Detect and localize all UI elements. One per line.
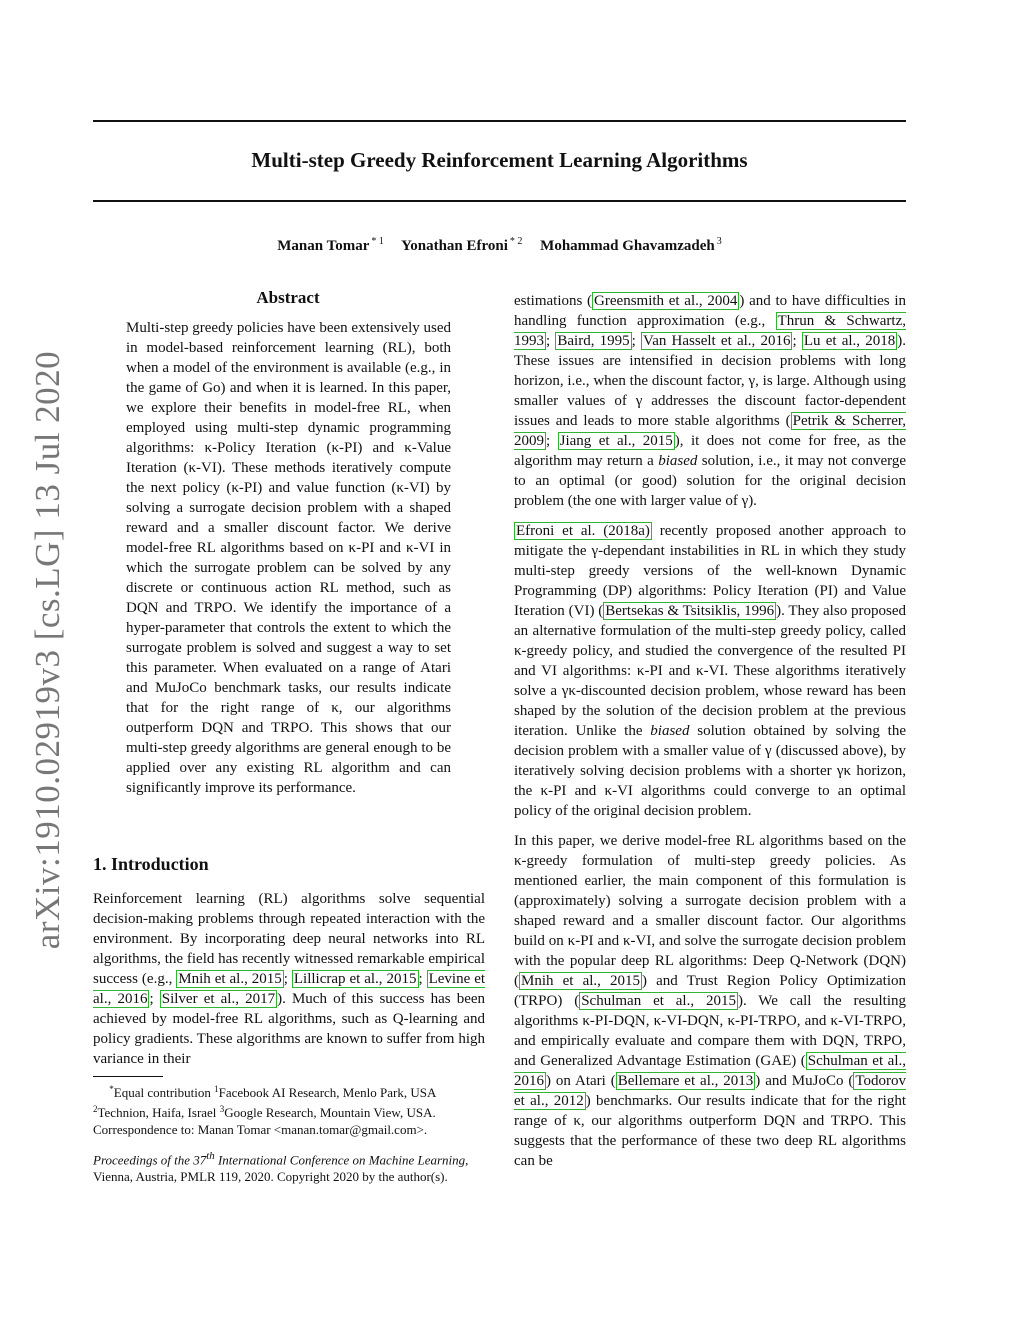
author-list (93, 236, 906, 255)
paper-title: Multi-step Greedy Reinforcement Learning Algorithms (251, 148, 748, 172)
author-name: Yonathan Efroni (401, 238, 508, 254)
citation-link[interactable]: Van Hasselt et al., 2016 (643, 333, 791, 349)
introduction-paragraph: Reinforcement learning (RL) algorithms solve sequential decision-making problems through repeated interaction with the environment. By incorporating deep neural networks into RL algorithms, the field has recently witnessed remarkable empirical success (e.g., Mnih et al., 2015 ; Lillicrap et al., 2015 ; Levine et al., 2016 ; Silver et al., 2017 ). Much of this success has been achieved by model-free RL algorithms, such as Q-learning and policy gradients. These algorithms are known to suffer from high variance in their (93, 891, 486, 1067)
citation-link[interactable]: Schulman et al., 2016 (514, 1053, 906, 1089)
citation-link[interactable]: Jiang et al., 2015 (559, 433, 673, 449)
author-mark: * 2 (509, 236, 523, 247)
citation-link[interactable]: Schulman et al., 2015 (581, 993, 736, 1009)
title-top-rule (93, 120, 906, 122)
citation-link[interactable]: Greensmith et al., 2004 (594, 293, 738, 309)
citation-link[interactable]: Lu et al., 2018 (803, 333, 896, 349)
citation-link[interactable]: Todorov et al., 2012 (514, 1073, 907, 1109)
citation-link[interactable]: Thrun & Schwartz, 1993 (514, 313, 906, 349)
citation-link[interactable]: Lillicrap et al., 2015 (293, 971, 417, 987)
citation-link[interactable]: Mnih et al., 2015 (521, 973, 641, 989)
citation-link[interactable]: Petrik & Scherrer, 2009 (514, 413, 906, 449)
citation-link[interactable]: Baird, 1995 (557, 333, 630, 349)
right-column (514, 291, 906, 1181)
abstract-body: Multi-step greedy policies have been extensively used in model-based reinforcement learning (RL), both when a model of the environment is available (e.g., in the game of Go) and when it is learned. In this paper, we explore their benefits in model-free RL, when employed using multi-step dynamic programming algorithms: κ-Policy Iteration (κ-PI) and κ-Value Iteration (κ-VI). These methods iteratively compute the next policy (κ-PI) and value function (κ-VI) by solving a surrogate decision problem with a shaped reward and a smaller discount factor. We derive model-free RL algorithms based on κ-PI and κ-VI in which the surrogate problem can be solved by any discrete or continuous action RL method, such as DQN and TRPO. We identify the importance of a hyper-parameter that controls the extent to which the surrogate problem is solved and suggest a way to set this parameter. When evaluated on a range of Atari and MuJoCo benchmark tasks, our results indicate that for the right range of κ, our algorithms outperform DQN and TRPO. This shows that our multi-step greedy algorithms are general enough to be applied over any existing RL algorithm and can significantly improve its performance. (126, 320, 451, 796)
author-mark: 3 (716, 236, 722, 247)
citation-link[interactable]: Levine et al., 2016 (93, 971, 486, 1007)
abstract-heading: Abstract (256, 288, 320, 307)
footnote: *Equal contribution $^1$Facebook AI Research, Menlo Park, USA $^2$Technion, Haifa, Israel $^3$Google Research, Mountain View, USA. Correspondence to: Manan Tomar <manan.tomar@gmail.com>. (93, 1084, 437, 1137)
paragraph: Efroni et al. (2018a) recently proposed another approach to mitigate the γ-dependant instabilities in RL in which they study multi-step greedy versions of the well-known Dynamic Programming (DP) algorithms: Policy Iteration (PI) and Value Iteration (VI) ( Bertsekas & Tsitsiklis, 1996 ). They also proposed an alternative formulation of the multi-step greedy policy, called κ-greedy policy, and studied the convergence of the resulted PI and VI algorithms: κ-PI and κ-VI. These algorithms iteratively solve a γκ-discounted decision problem, whose reward has been shaped by the solution of the decision problem at the previous iteration. Unlike the biased solution obtained by solving the decision problem with a smaller value of γ (discussed above), by iteratively solving decision problems with a shorter γκ horizon, the κ-PI and κ-VI algorithms could converge to an optimal policy of the original decision problem. (514, 523, 906, 819)
paragraph: In this paper, we derive model-free RL algorithms based on the κ-greedy formulation of multi-step greedy policies. As mentioned earlier, the main component of this formulation is (approximately) solving a surrogate decision problem with a shaped reward and a smaller discount factor. Our algorithms build on κ-PI and κ-VI, and solve the surrogate decision problem with the popular deep RL algorithms: Deep Q-Network (DQN) ( Mnih et al., 2015 ) and Trust Region Policy Optimization (TRPO) ( Schulman et al., 2015 ). We call the resulting algorithms κ-PI-DQN, κ-VI-DQN, κ-PI-TRPO, and κ-VI-TRPO, and empirically evaluate and compare them with DQN, TRPO, and Generalized Advantage Estimation (GAE) ( Schulman et al., 2016 ) on Atari ( Bellemare et al., 2013 ) and MuJoCo ( Todorov et al., 2012 ) benchmarks. Our results indicate that for the right range of κ, our algorithms outperform DQN and TRPO. This suggests that the performance of these two deep RL algorithms can be (514, 833, 907, 1169)
citation-link[interactable]: Bellemare et al., 2013 (617, 1073, 754, 1089)
footnote-rule (93, 1076, 163, 1077)
proceedings-note: Proceedings of the 37th International Conference on Machine Learning, Vienna, Austria, PMLR 119, 2020. Copyright 2020 by the author(s). (93, 1150, 469, 1185)
author-name: Manan Tomar (277, 238, 370, 254)
citation-link[interactable]: Silver et al., 2017 (161, 991, 276, 1007)
introduction-heading: 1. Introduction (93, 854, 209, 874)
author-name: Mohammad Ghavamzadeh (540, 238, 715, 254)
title-bottom-rule (93, 200, 906, 202)
citation-link[interactable]: Mnih et al., 2015 (178, 971, 282, 987)
arxiv-identifier[interactable]: arXiv:1910.02919v3 [cs.LG] 13 Jul 2020 (28, 350, 67, 950)
citation-link[interactable]: Efroni et al. (2018a) (516, 523, 650, 539)
author-mark: * 1 (371, 236, 384, 247)
paragraph: estimations ( Greensmith et al., 2004 ) and to have difficulties in handling function approximation (e.g., Thrun & Schwartz, 1993 ; Baird, 1995 ; Van Hasselt et al., 2016 ; Lu et al., 2018 ). These issues are intensified in decision problems with long horizon, i.e., when the discount factor, γ, is large. Although using smaller values of γ addresses the discount factor-dependent issues and leads to more stable algorithms ( Petrik & Scherrer, 2009 ; Jiang et al., 2015 ), it does not come for free, as the algorithm may return a biased solution, i.e., it may not converge to an optimal (or good) solution for the original decision problem (the one with larger value of γ). (514, 293, 907, 509)
citation-link[interactable]: Bertsekas & Tsitsiklis, 1996 (605, 603, 775, 619)
